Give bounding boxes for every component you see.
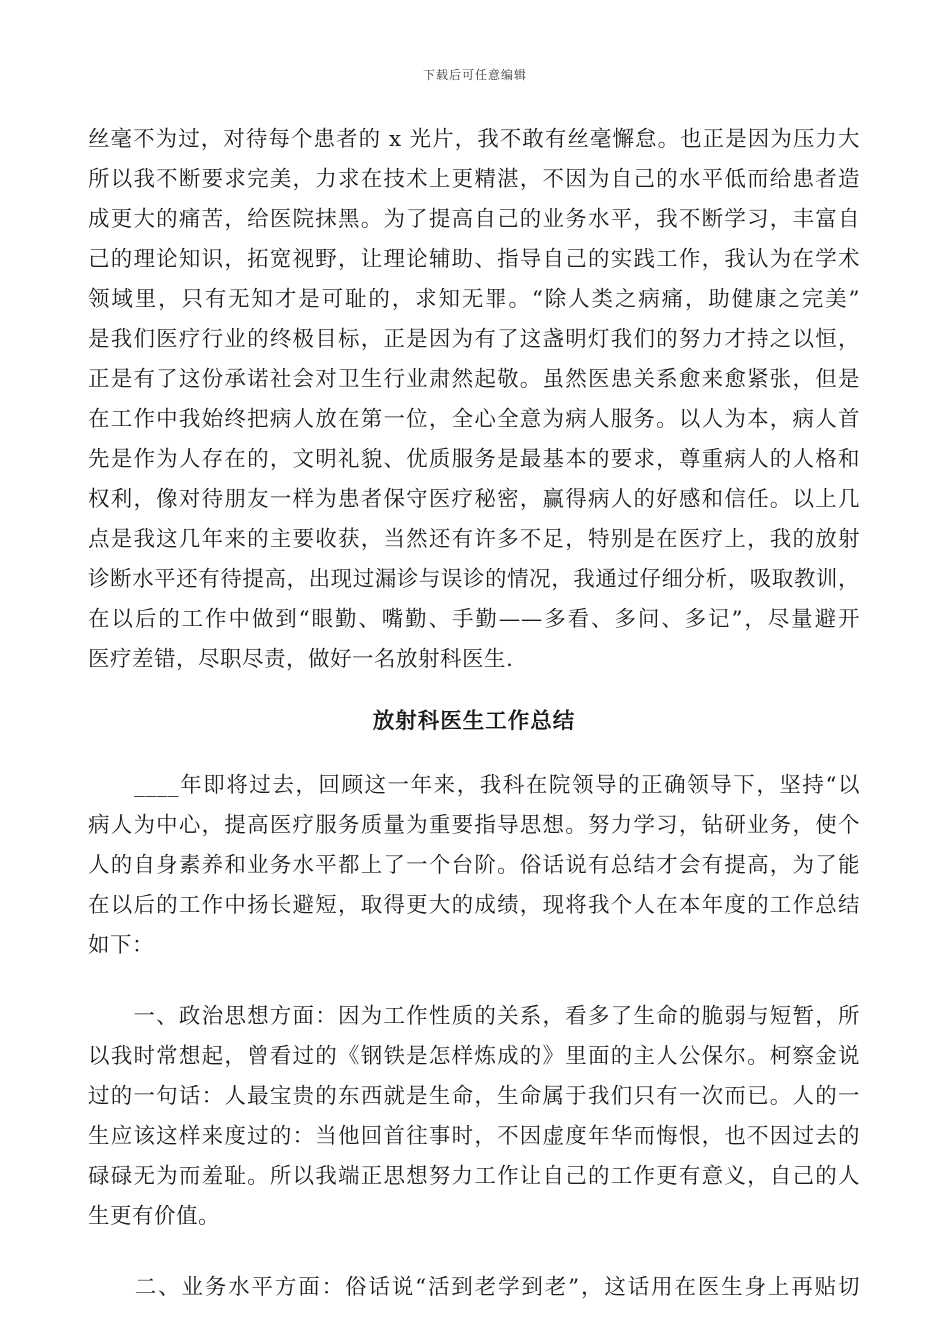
text-line: 以我时常想起，曾看过的《钢铁是怎样炼成的》里面的主人公保尔。柯察金说 [88,1044,860,1069]
text-line: 人的自身素养和业务水平都上了一个台阶。俗话说有总结才会有提高，为了能 [88,853,860,878]
text-line: 在以后的工作中做到“眼勤、嘴勤、手勤——多看、多问、多记”，尽量避开 [88,607,860,632]
text-line: 丝毫不为过，对待每个患者的 x 光片，我不敢有丝毫懈怠。也正是因为压力大 [88,127,860,152]
text-line: 碌碌无为而羞耻。所以我端正思想努力工作让自己的工作更有意义，自己的人 [88,1164,860,1189]
document-body [88,120,860,1308]
paragraph-spacer [88,966,860,997]
text-line: 二、业务水平方面：俗话说“活到老学到老”，这话用在医生身上再贴切 [88,1275,860,1300]
text-line: 如下： [88,933,155,958]
text-line: ____年即将过去，回顾这一年来，我科在院领导的正确领导下，坚持“以 [88,773,860,798]
text-line: 病人为中心，提高医疗服务质量为重要指导思想。努力学习，钻研业务，使个 [88,813,860,838]
text-line: 点是我这几年来的主要收获，当然还有许多不足，特别是在医疗上，我的放射 [88,527,860,552]
text-line: 医疗差错，尽职尽责，做好一名放射科医生. [88,647,514,672]
text-line: 领域里，只有无知才是可耻的，求知无罪。“除人类之病痛，助健康之完美” [88,287,860,312]
text-line: 己的理论知识，拓宽视野，让理论辅助、指导自己的实践工作，我认为在学术 [88,247,860,272]
paragraph-intro [88,766,860,966]
text-line: 过的一句话：人最宝贵的东西就是生命，生命属于我们只有一次而已。人的一 [88,1084,860,1109]
text-line: 正是有了这份承诺社会对卫生行业肃然起敬。虽然医患关系愈来愈紧张，但是 [88,367,860,392]
section-title: 放射科医生工作总结 [372,709,576,734]
text-line: 在工作中我始终把病人放在第一位，全心全意为病人服务。以人为本，病人首 [88,407,860,432]
text-line: 诊断水平还有待提高，出现过漏诊与误诊的情况，我通过仔细分析，吸取教训， [88,567,860,592]
text-line: 成更大的痛苦，给医院抹黑。为了提高自己的业务水平，我不断学习，丰富自 [88,207,860,232]
paragraph-continued [88,120,860,680]
text-line: 权利，像对待朋友一样为患者保守医疗秘密，赢得病人的好感和信任。以上几 [88,487,860,512]
paragraph-political-thought [88,997,860,1237]
text-line: 生应该这样来度过的：当他回首往事时，不因虚度年华而悔恨，也不因过去的 [88,1124,860,1149]
paragraph-spacer [88,1237,860,1268]
text-line: 是我们医疗行业的终极目标，正是因为有了这盏明灯我们的努力才持之以恒， [88,327,860,352]
text-line: 所以我不断要求完美，力求在技术上更精湛，不因为自己的水平低而给患者造 [88,167,860,192]
text-line: 一、政治思想方面：因为工作性质的关系，看多了生命的脆弱与短暂，所 [88,1004,860,1029]
text-line: 生更有价值。 [88,1204,221,1229]
paragraph-professional-level [88,1268,860,1308]
text-line: 在以后的工作中扬长避短，取得更大的成绩，现将我个人在本年度的工作总结 [88,893,860,918]
text-line: 先是作为人存在的，文明礼貌、优质服务是最基本的要求，尊重病人的人格和 [88,447,860,472]
page-header-note: 下载后可任意编辑 [422,68,527,82]
